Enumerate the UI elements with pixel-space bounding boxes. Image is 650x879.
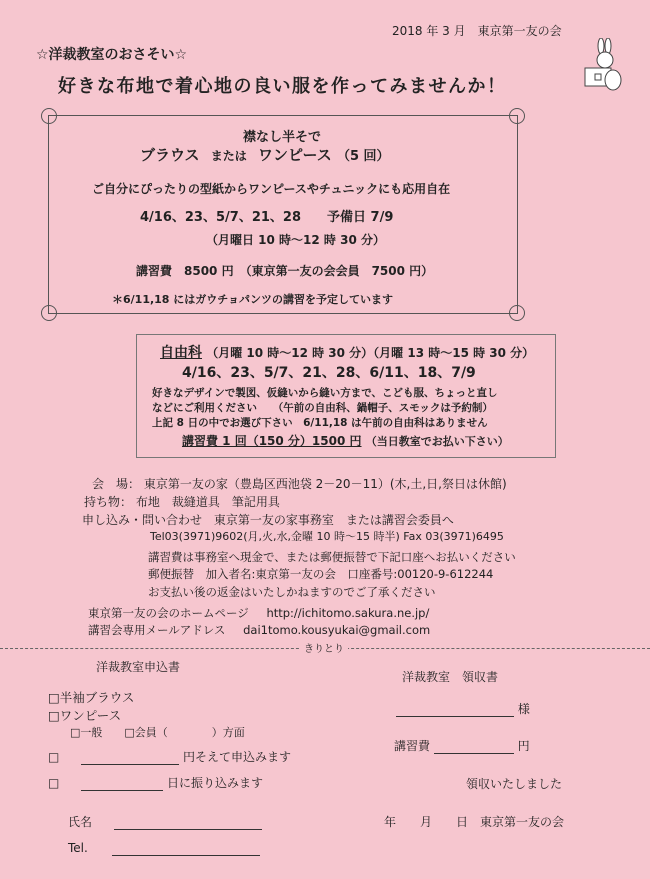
form-title: 洋裁教室申込書 [96, 660, 181, 674]
course1-fee: 講習費 8500 円 （東京第一友の会会員 7500 円） [136, 264, 434, 278]
course1-time: （月曜日 10 時～12 時 30 分） [206, 233, 385, 247]
venue-line [92, 475, 507, 492]
apply-label: 申し込み・問い合わせ [82, 513, 203, 527]
receipt-fee-label: 講習費 [394, 739, 431, 753]
form-tel-field[interactable] [112, 841, 260, 856]
form-member[interactable]: □一般 □会員（ ）方面 [70, 726, 245, 739]
form-line2 [48, 774, 263, 791]
course1-note: ＊6/11,18 にはガウチョパンツの講習を予定しています [112, 293, 393, 306]
course1-title-b: ワンピース [258, 146, 332, 164]
form-name-label: 氏名 [68, 815, 93, 829]
course2-fee-note: （当日教室でお払い下さい） [365, 435, 509, 448]
course2-time: （月曜 10 時～12 時 30 分）（月曜 13 時～15 時 30 分） [206, 346, 535, 360]
course1-dates: 4/16、23、5/7、21、28 予備日 7/9 [140, 210, 394, 225]
venue-value: 東京第一友の家（豊島区西池袋 2－20－11）(木,土,日,祭日は休館) [143, 477, 507, 491]
mail-line [88, 622, 430, 638]
headline: 好きな布地で着心地の良い服を作ってみませんか！ [58, 76, 507, 97]
receipt-thanks: 領収いたしました [466, 777, 563, 791]
course1-title-count: （5 回） [336, 149, 390, 164]
receipt-sama: 様 [517, 702, 530, 716]
form-line1 [48, 748, 291, 765]
form-opt-onepiece[interactable]: □ワンピース [48, 708, 122, 723]
receipt-fee-row [394, 737, 530, 754]
course2-desc3: 上記 8 日の中でお選び下さい 6/11,18 は午前の自由科はありません [152, 417, 488, 429]
bring-label: 持ち物： [84, 495, 133, 509]
bring-value: 布地 裁縫道具 筆記用具 [135, 495, 280, 509]
homepage-line [88, 605, 429, 621]
homepage-url[interactable]: http://ichitomo.sakura.ne.jp/ [266, 606, 430, 620]
course1-sub: 襟なし半そで [243, 130, 322, 145]
pay-line1: 講習費は事務室へ現金で、または郵便振替で下記口座へお払いください [148, 550, 516, 564]
course2-dates: 4/16、23、5/7、21、28、6/11、18、7/9 [182, 365, 476, 381]
form-opt-blouse[interactable]: □半袖ブラウス [48, 690, 135, 705]
receipt-name-field[interactable] [396, 702, 514, 717]
course2-fee: 講習費 1 回（150 分）1500 円 [182, 434, 362, 448]
form-box1[interactable]: □ [48, 750, 60, 764]
form-tel-row [68, 841, 260, 856]
course1-title [140, 144, 390, 165]
course1-desc: ご自分にぴったりの型紙からワンピースやチュニックにも応用自在 [92, 182, 451, 196]
form-tel-label: Tel. [68, 841, 88, 855]
form-amount-field[interactable] [81, 750, 179, 765]
receipt-yen: 円 [517, 739, 530, 753]
receipt-name-row [396, 700, 530, 717]
apply-line [82, 511, 454, 528]
apply-value: 東京第一友の家事務室 または講習会委員へ [213, 513, 454, 527]
pay-line3: お支払い後の返金はいたしかねますのでご了承ください [148, 585, 436, 599]
form-name-field[interactable] [114, 815, 262, 830]
venue-label: 会 場： [92, 477, 141, 491]
form-line2-text: 日に振り込みます [167, 776, 264, 790]
header-tag: ☆洋裁教室のおさそい☆ [36, 47, 188, 63]
receipt-fee-field[interactable] [434, 739, 514, 754]
form-line1-text: 円そえて申込みます [183, 750, 292, 764]
receipt-title: 洋裁教室 領収書 [402, 670, 499, 684]
course2-fee-line [182, 432, 509, 449]
receipt-footer: 年 月 日 東京第一友の会 [384, 815, 565, 829]
header-date-org: 2018 年 3 月 東京第一友の会 [392, 24, 562, 38]
course2-title: 自由科 [160, 345, 202, 361]
cut-label: きりとり [300, 640, 348, 655]
form-name-row [68, 813, 262, 830]
rabbit-logo [583, 38, 623, 96]
course2-desc1: 好きなデザインで製図、仮縫いから縫い方まで、こども服、ちょっと直し [152, 387, 498, 399]
course2-heading [160, 342, 534, 362]
form-date-field[interactable] [81, 776, 163, 791]
course1-title-or: または [210, 149, 247, 163]
form-box2[interactable]: □ [48, 776, 60, 790]
mail-address[interactable]: dai1tomo.kousyukai@gmail.com [243, 623, 431, 637]
bring-line [84, 493, 280, 510]
mail-label: 講習会専用メールアドレス [88, 623, 226, 637]
course1-title-a: ブラウス [140, 146, 200, 164]
course2-desc2: などにご利用ください （午前の自由科、鍋帽子、スモックは予約制） [152, 402, 493, 414]
tel-line: Tel03(3971)9602(月,火,水,金曜 10 時～15 時半) Fax 03(3971)6495 [150, 530, 504, 543]
pay-line2: 郵便振替 加入者名:東京第一友の会 口座番号:00120-9-612244 [148, 567, 494, 581]
homepage-label: 東京第一友の会のホームページ [88, 606, 249, 620]
